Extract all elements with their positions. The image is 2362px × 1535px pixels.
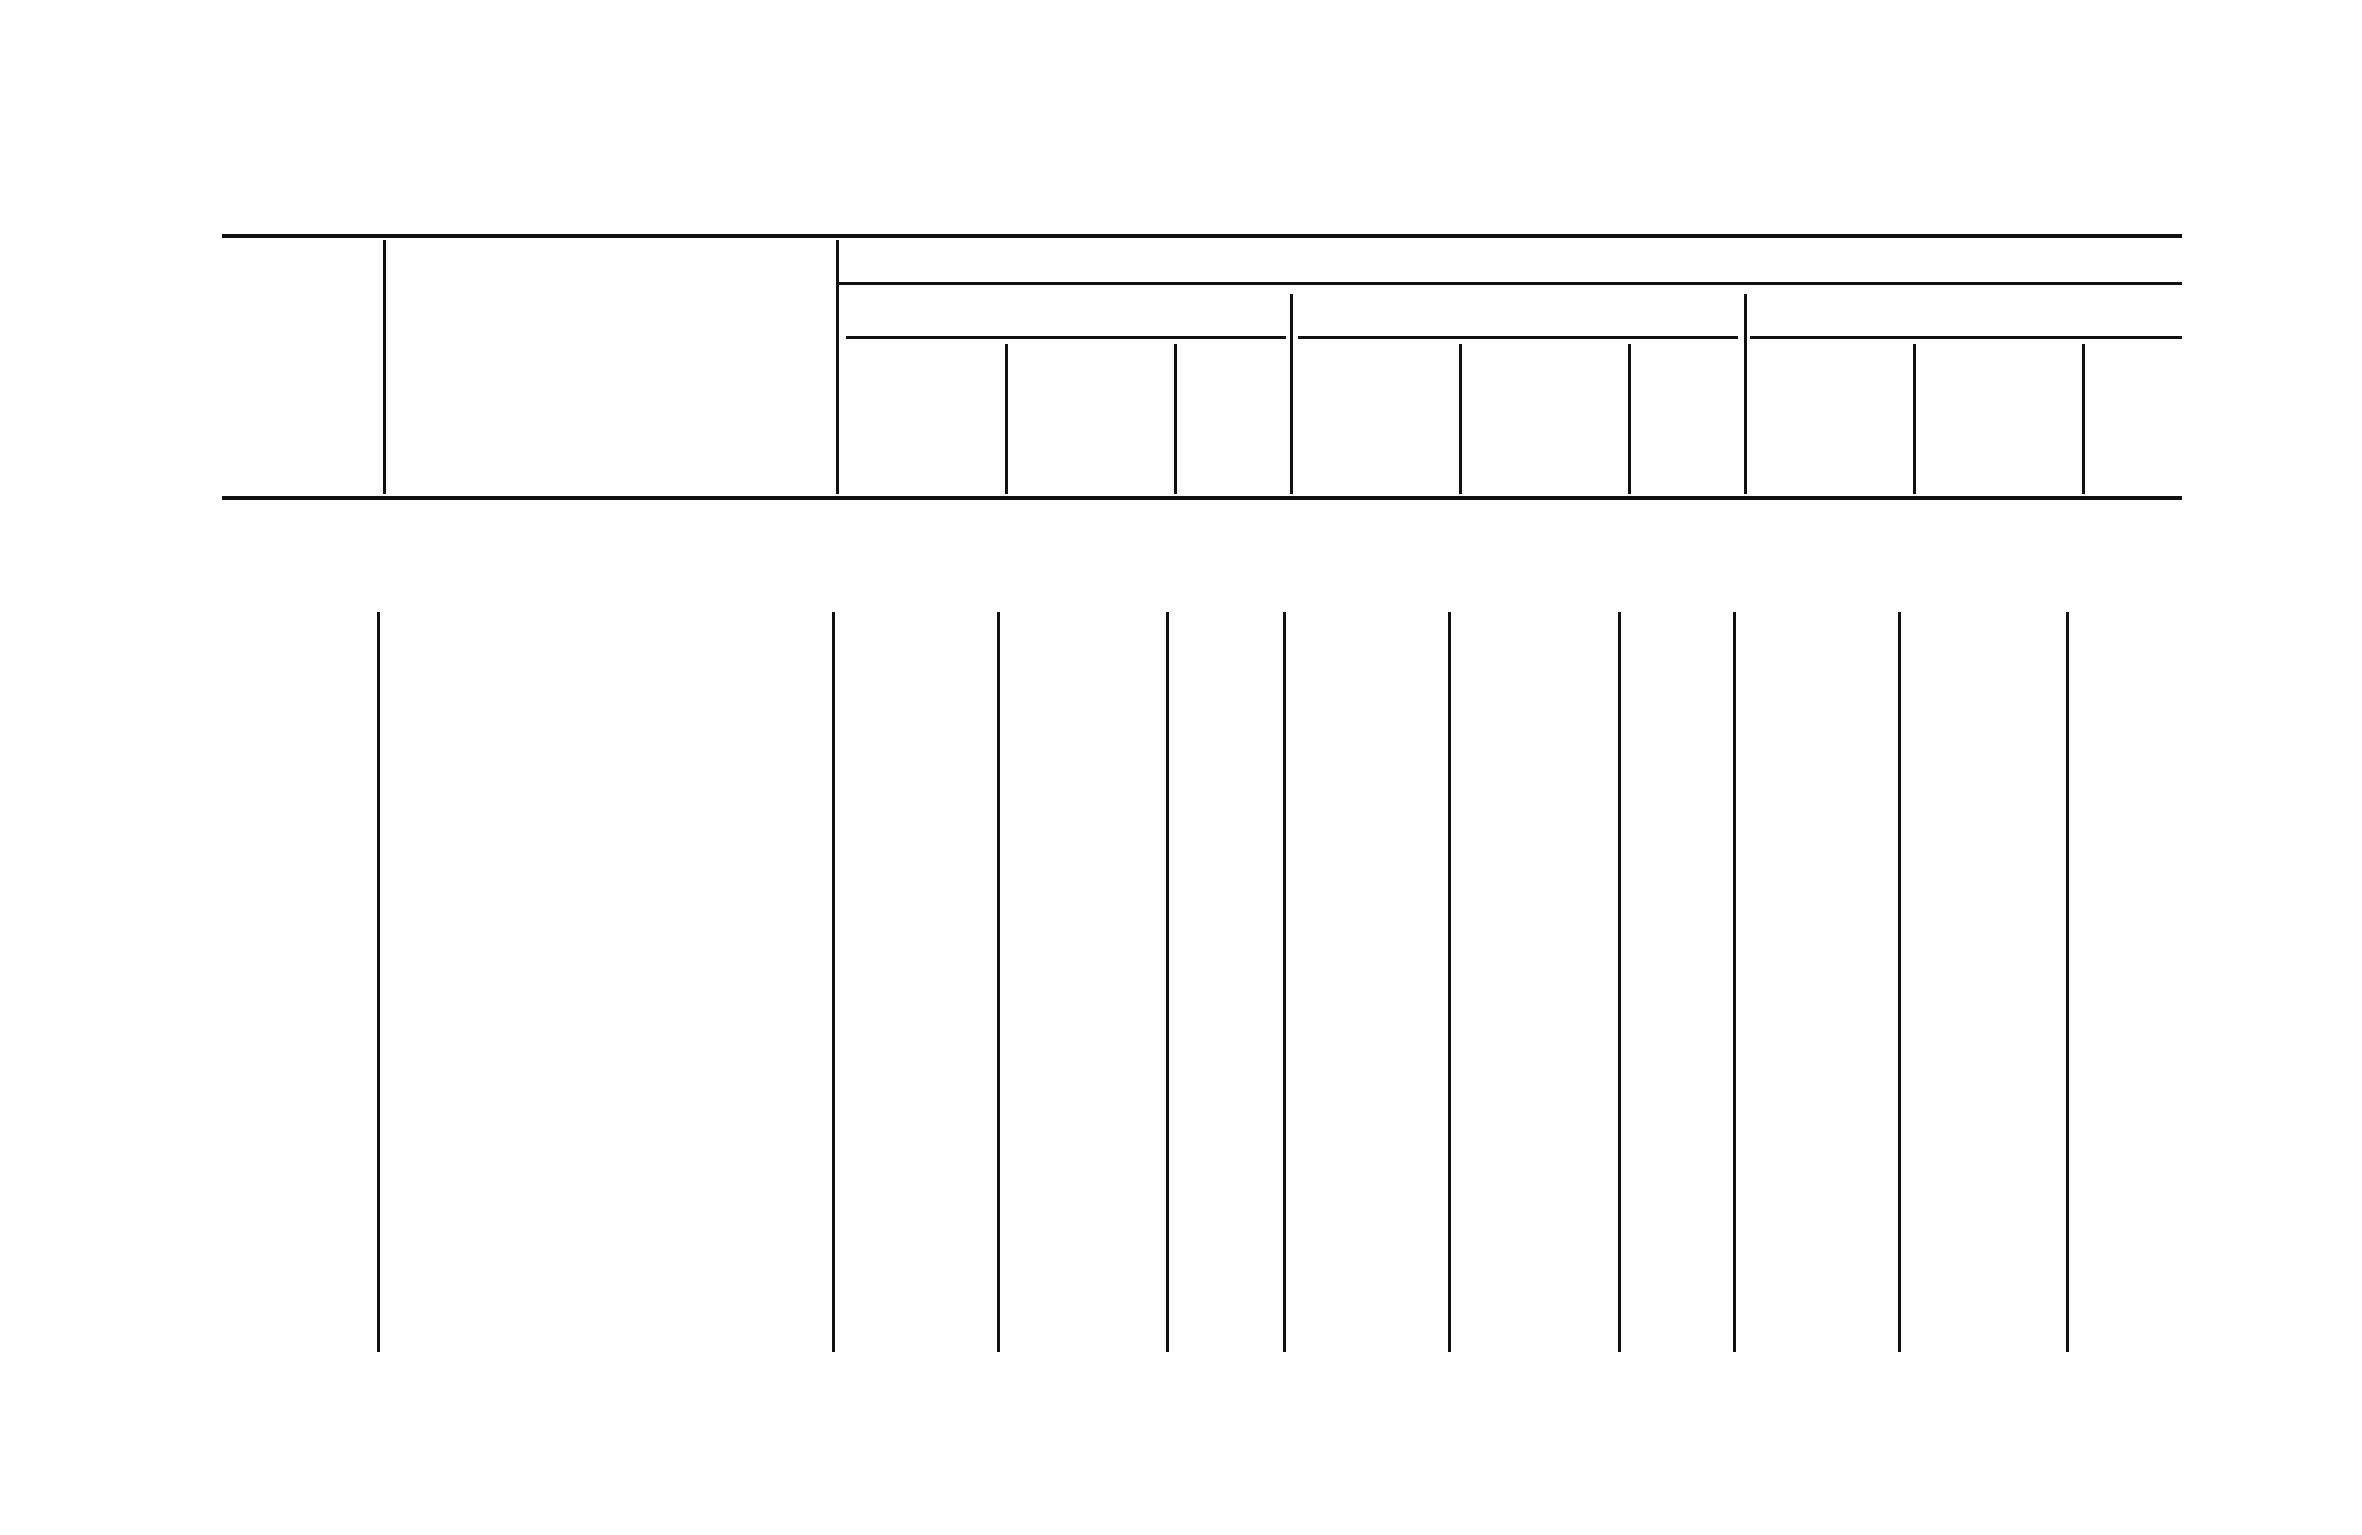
body-vline — [1448, 612, 1451, 1352]
band-rule-min — [846, 336, 1286, 339]
hdr-vline — [383, 240, 386, 494]
hdr-vline — [1744, 294, 1747, 494]
hdr-vline — [836, 240, 839, 494]
body-vline — [997, 612, 1000, 1352]
body-vline — [1283, 612, 1286, 1352]
band-rule-max — [1750, 336, 2182, 339]
header-top-rule — [222, 234, 2182, 238]
body-vline — [1733, 612, 1736, 1352]
hdr-vline — [1005, 344, 1008, 494]
body-vline — [377, 612, 380, 1352]
hdr-vline — [2082, 344, 2085, 494]
hdr-vline — [1459, 344, 1462, 494]
hdr-vline — [1913, 344, 1916, 494]
header-bottom-rule — [222, 496, 2182, 500]
volume-weight-rule — [838, 282, 2182, 285]
body-vline — [1898, 612, 1901, 1352]
hdr-vline — [1174, 344, 1177, 494]
body-vline — [1618, 612, 1621, 1352]
body-vline — [832, 612, 835, 1352]
hdr-vline — [1290, 294, 1293, 494]
hdr-vline — [1628, 344, 1631, 494]
body-vline — [2066, 612, 2069, 1352]
band-rule-avg — [1298, 336, 1738, 339]
body-vline — [1166, 612, 1169, 1352]
